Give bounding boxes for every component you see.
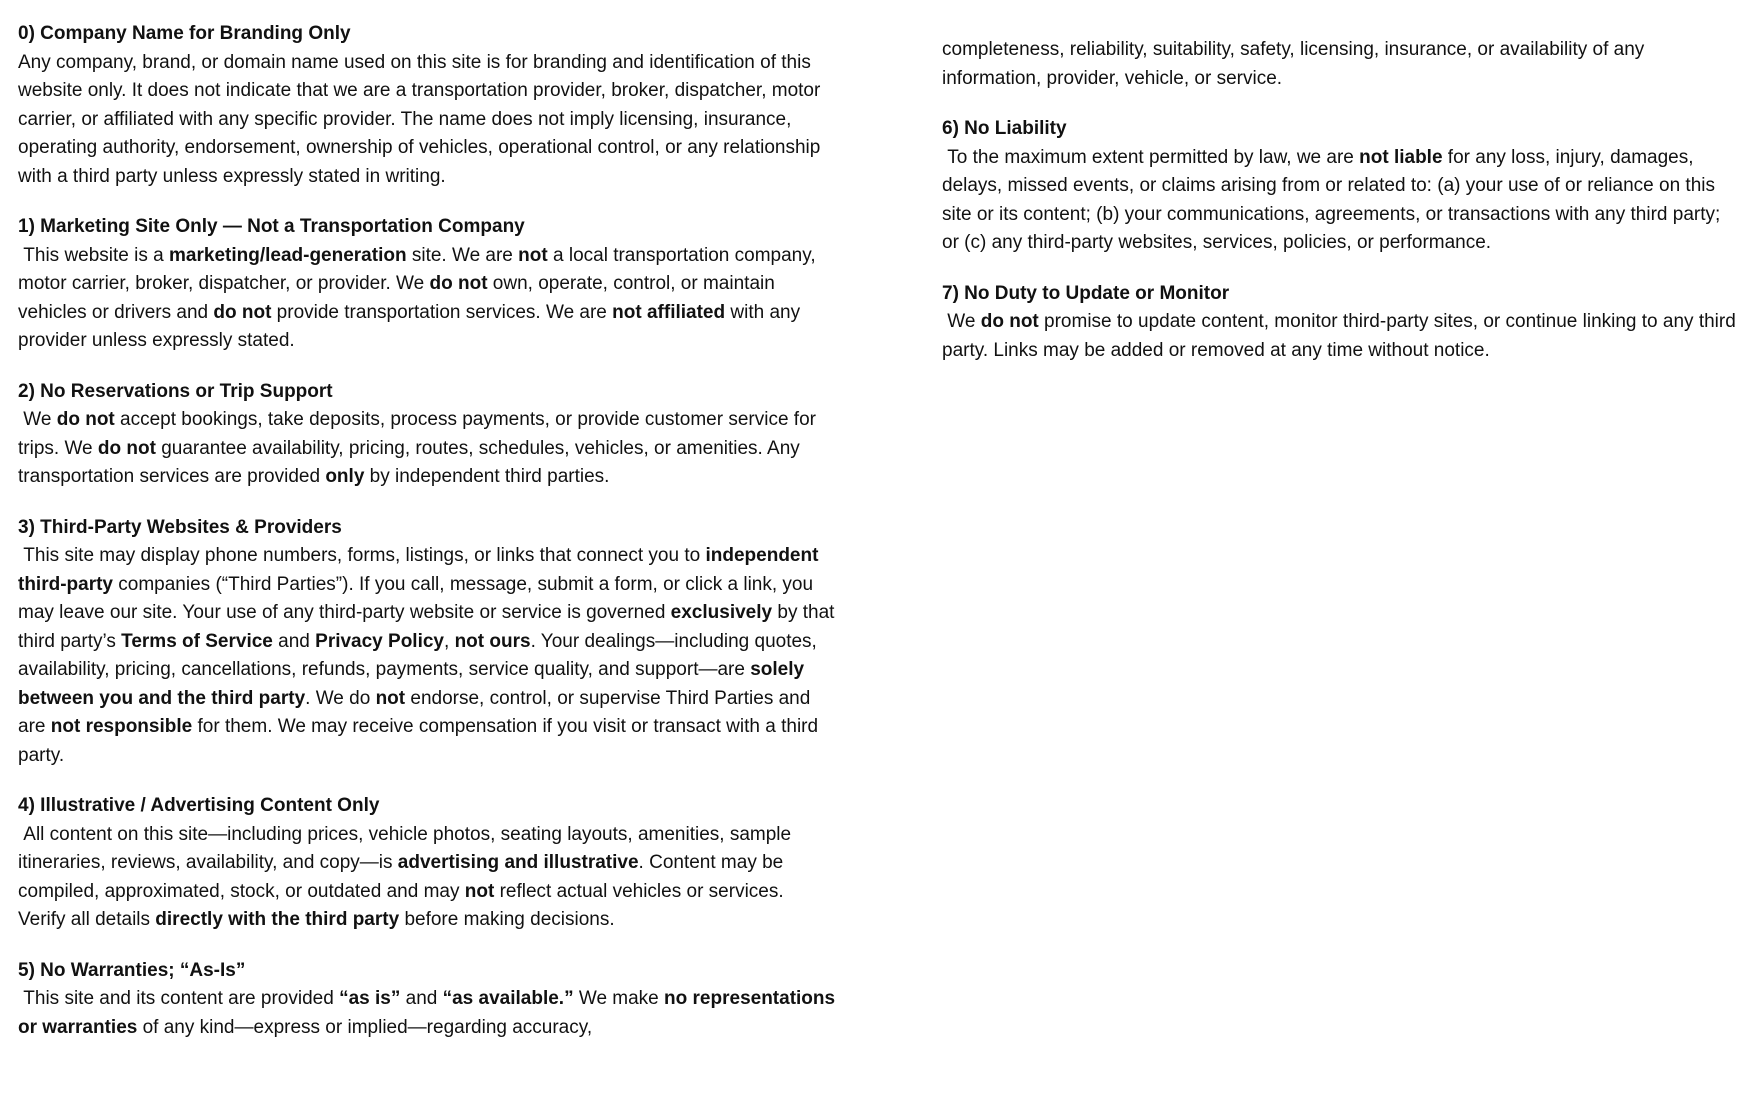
- section-heading: 0) Company Name for Branding Only: [18, 23, 351, 44]
- section-heading: 1) Marketing Site Only — Not a Transportation Company: [18, 216, 525, 237]
- disclaimer-section: [18, 514, 840, 771]
- section-paragraph: All content on this site—including prices, vehicle photos, seating layouts, amenities, sample itineraries, reviews, availability, and copy—is advertising and illustrative. Content may be compiled, approximated, stock, or outdated and may not reflect actual vehicles or services. Verify all details directly with the third party before making decisions.: [18, 823, 797, 930]
- section-paragraph: This site may display phone numbers, forms, listings, or links that connect you to independent third-party companies (“Third Parties”). If you call, message, submit a form, or click a link, you may leave our site. Your use of any third-party website or service is governed exclusively by that third party’s Terms of Service and Privacy Policy, not ours. Your dealings—including quotes, availability, pricing, cancellations, refunds, payments, service quality, and support—are solely between you and the third party. We do not endorse, control, or supervise Third Parties and are not responsible for them. We may receive compensation if you visit or transact with a third party.: [18, 545, 840, 766]
- section-heading: 3) Third-Party Websites & Providers: [18, 516, 342, 538]
- disclaimer-section: [942, 280, 1742, 366]
- disclaimer-section: [18, 213, 836, 356]
- section-heading: 4) Illustrative / Advertising Content Only: [18, 795, 380, 816]
- section-paragraph: Any company, brand, or domain name used on this site is for branding and identification of this website only. It does not indicate that we are a transportation provider, broker, dispatcher, motor carrier, or affiliated with any specific provider. The name does not imply licensing, insurance, operating authority, endorsement, ownership of vehicles, operational control, or any relationship with a third party unless expressly stated in writing.: [18, 51, 826, 187]
- section-paragraph: To the maximum extent permitted by law, we are not liable for any loss, injury, damages, delays, missed events, or claims arising from or related to: (a) your use of or reliance on this site or its content; (b) your communications, agreements, or transactions with any third party; or (c) any third-party websites, services, policies, or performance.: [942, 146, 1726, 253]
- disclaimer-section: [18, 20, 836, 191]
- disclaimer-section: [18, 792, 836, 935]
- section-paragraph: We do not accept bookings, take deposits, process payments, or provide customer service for trips. We do not guarantee availability, pricing, routes, schedules, vehicles, or amenities. Any transportation services are provided only by independent third parties.: [18, 409, 822, 487]
- section-heading: 6) No Liability: [942, 118, 1067, 139]
- disclaimer-section: [18, 957, 841, 1043]
- disclaimer-section: [18, 378, 836, 492]
- section-heading: 2) No Reservations or Trip Support: [18, 380, 333, 402]
- section-paragraph: We do not promise to update content, monitor third-party sites, or continue linking to any third party. Links may be added or removed at any time without notice.: [942, 311, 1742, 361]
- section-paragraph: This site and its content are provided “as is” and “as available.” We make no representations or warranties of any kind—express or implied—regarding accuracy,: [18, 988, 841, 1038]
- disclaimer-section: [942, 115, 1742, 258]
- left-column: [18, 20, 841, 1064]
- disclaimer-section: [942, 36, 1742, 93]
- section-heading: 7) No Duty to Update or Monitor: [942, 282, 1230, 304]
- right-column: [942, 36, 1742, 387]
- section-paragraph: This website is a marketing/lead-generation site. We are not a local transportation company, motor carrier, broker, dispatcher, or provider. We do not own, operate, control, or maintain vehicles or drivers and do not provide transportation services. We are not affiliated with any provider unless expressly stated.: [18, 244, 821, 351]
- section-paragraph: completeness, reliability, suitability, safety, licensing, insurance, or availability of any information, provider, vehicle, or service.: [942, 39, 1650, 89]
- section-heading: 5) No Warranties; “As-Is”: [18, 959, 246, 981]
